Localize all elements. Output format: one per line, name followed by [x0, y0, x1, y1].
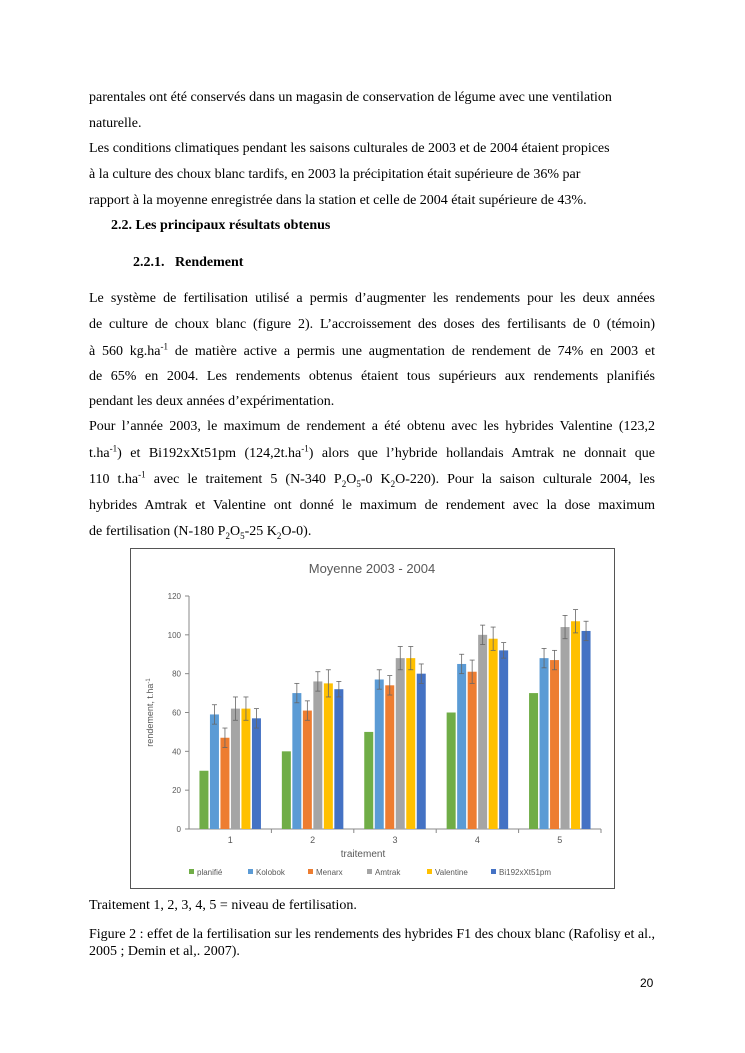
bar — [529, 693, 538, 829]
bar — [313, 681, 322, 829]
bar-chart — [131, 549, 614, 888]
text-segment: O — [229, 524, 241, 539]
text-line — [89, 469, 655, 489]
text-line — [89, 341, 655, 360]
subscript: 5 — [356, 478, 361, 489]
bar — [303, 711, 312, 829]
bar — [499, 650, 508, 829]
subscript: 2 — [276, 530, 282, 541]
legend-label: Menarx — [316, 868, 343, 877]
x-axis-label: traitement — [340, 849, 386, 860]
x-tick-label: 4 — [474, 835, 480, 845]
superscript: -1 — [160, 341, 169, 352]
text-line: Les conditions climatiques pendant les saisons culturales de 2003 et de 2004 étaient propices — [89, 141, 610, 156]
x-tick-label: 1 — [227, 835, 233, 845]
text-line: parentales ont été conservés dans un magasin de conservation de légume avec une ventilation — [89, 90, 612, 105]
text-line — [89, 524, 311, 540]
bar — [385, 685, 394, 829]
bar — [457, 664, 466, 829]
bar — [489, 639, 498, 829]
bar — [210, 714, 219, 829]
text-line: Le système de fertilisation utilisé a permis d’augmenter les rendements pour les deux années — [89, 291, 655, 306]
y-tick-label: 80 — [172, 669, 181, 679]
subscript: 5 — [240, 530, 245, 541]
y-tick-label: 120 — [167, 592, 181, 601]
bar — [478, 635, 487, 829]
section-title: Les principaux résultats obtenus — [135, 218, 331, 233]
figure-caption: Figure 2 : effet de la fertilisation sur les rendements des hybrides F1 des choux blanc (Rafolisy et al., 2005 ; Demin et al,. 2007). — [89, 927, 655, 959]
text-line: pendant les deux années d’expérimentation. — [89, 394, 335, 409]
subsection-number: 2.2.1. — [133, 255, 165, 270]
bar — [334, 689, 343, 829]
section-number: 2.2. — [111, 218, 132, 233]
bar — [417, 674, 426, 829]
subsection-heading — [133, 255, 243, 271]
y-axis-label: rendement, $t.ha^{-1}$ — [145, 678, 155, 747]
text-line: de 65% en 2004. Les rendements obtenus étaient tous supérieurs aux rendements planifiés — [89, 369, 655, 384]
text-segment: de fertilisation (N-180 P — [89, 524, 226, 539]
legend-swatch — [189, 869, 194, 874]
bar — [571, 621, 580, 829]
legend-swatch — [248, 869, 253, 874]
subscript: 2 — [225, 530, 230, 541]
text-line: hybrides Amtrak et Valentine ont donné le maximum de rendement avec la dose maximum — [89, 498, 655, 513]
text-line: rapport à la moyenne enregistrée dans la station et celle de 2004 était supérieure de 43%. — [89, 193, 587, 208]
section-heading — [111, 218, 330, 234]
subscript: 2 — [390, 478, 396, 489]
y-tick-label: 0 — [176, 825, 181, 834]
legend-swatch — [308, 869, 313, 874]
subscript: 2 — [341, 478, 347, 489]
text-segment: 110 t.ha — [89, 472, 139, 487]
legend-swatch — [367, 869, 372, 874]
bar — [199, 771, 208, 829]
bar — [582, 631, 591, 829]
bar — [561, 627, 570, 829]
text-segment: de matière active a permis une augmentation de rendement de 74% en 2003 et — [168, 344, 655, 359]
legend-label: Amtrak — [375, 868, 401, 877]
chart-frame — [130, 548, 615, 889]
legend-label: Valentine — [435, 868, 468, 877]
treatment-note: Traitement 1, 2, 3, 4, 5 = niveau de fertilisation. — [89, 898, 357, 913]
subsection-title: Rendement — [175, 255, 244, 270]
text-line: naturelle. — [89, 116, 142, 131]
superscript: -1 — [301, 443, 309, 454]
chart-title: Moyenne 2003 - 2004 — [308, 561, 436, 576]
text-segment: -25 K — [244, 524, 277, 539]
text-segment: O-0). — [281, 524, 312, 539]
y-tick-label: 20 — [172, 786, 181, 796]
text-line: Pour l’année 2003, le maximum de rendement a été obtenu avec les hybrides Valentine (123,2 — [89, 419, 655, 434]
bar — [550, 660, 559, 829]
bar — [375, 679, 384, 829]
text-segment: ) alors que l’hybride hollandais Amtrak ne donnait que — [308, 446, 655, 461]
text-segment: O — [346, 472, 357, 487]
text-segment: à 560 kg.ha — [89, 344, 161, 359]
legend-swatch — [427, 869, 432, 874]
bar — [364, 732, 373, 829]
bar — [396, 658, 405, 829]
superscript: -1 — [109, 443, 118, 454]
x-tick-label: 2 — [310, 835, 316, 845]
legend-label: Kolobok — [256, 868, 285, 877]
bar — [220, 738, 229, 829]
text-segment: avec le traitement 5 (N-340 P — [145, 472, 342, 487]
text-segment: t.ha — [89, 446, 110, 461]
bar — [292, 693, 301, 829]
legend-swatch — [491, 869, 496, 874]
bar — [468, 672, 477, 829]
y-tick-label: 60 — [172, 708, 181, 718]
x-tick-label: 3 — [392, 835, 398, 845]
page-number: 20 — [640, 976, 654, 990]
superscript: -1 — [138, 469, 146, 480]
bar — [540, 658, 549, 829]
bar — [447, 713, 456, 830]
legend-label: planifié — [197, 868, 223, 877]
text-segment: O-220). Pour la saison culturale 2004, les — [395, 472, 655, 487]
text-segment: -0 K — [360, 472, 391, 487]
bar — [241, 709, 250, 829]
bar — [252, 718, 261, 829]
text-line — [89, 443, 655, 462]
bar — [324, 683, 333, 829]
bar — [406, 658, 415, 829]
legend-label: Bi192xXt51pm — [499, 868, 552, 877]
text-line: à la culture des choux blanc tardifs, en 2003 la précipitation était supérieure de 36% par — [89, 167, 581, 182]
text-line: de culture de choux blanc (figure 2). L’accroissement des doses des fertilisants de 0 (témoin) — [89, 317, 655, 332]
text-segment: ) et Bi192xXt51pm (124,2t.ha — [117, 446, 302, 461]
x-tick-label: 5 — [557, 835, 563, 845]
y-tick-label: 100 — [167, 630, 181, 640]
y-tick-label: 40 — [172, 747, 181, 757]
bar — [231, 709, 240, 829]
bar — [282, 751, 291, 829]
